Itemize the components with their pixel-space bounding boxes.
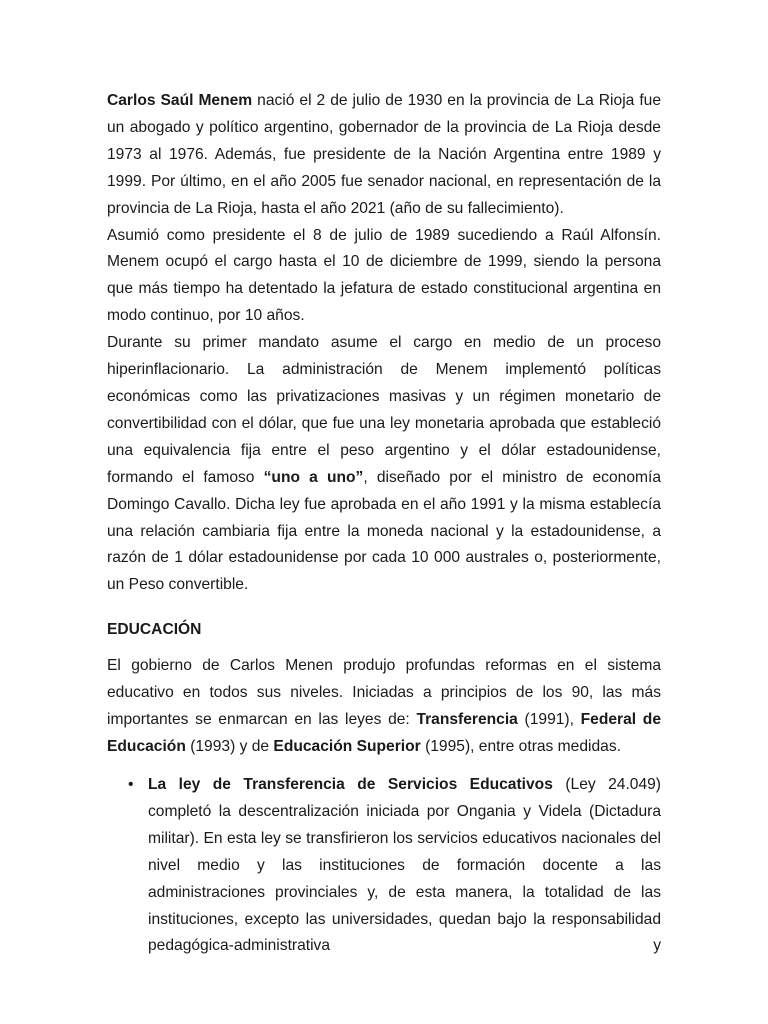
education-section	[107, 653, 661, 761]
bullet-item-transferencia	[148, 772, 661, 960]
bullet-text: La ley de Transferencia de Servicios Educativos (Ley 24.049) completó la descentralización iniciada por Ongania y Videla (Dictadura militar). En esta ley se transfirieron los servicios educativos nacionales del nivel medio y las instituciones de formación docente a las administraciones provinciales y, de esta manera, la totalidad de las instituciones, excepto las universidades, quedan bajo la responsabilidad pedagógica-administrativa y	[148, 776, 661, 955]
subject-name: Carlos Saúl Menem	[107, 92, 253, 109]
bullet-law-title: La ley de Transferencia de Servicios Educativos	[148, 776, 553, 793]
intro-paragraph-1: Carlos Saúl Menem nació el 2 de julio de 1930 en la provincia de La Rioja fue un abogado y político argentino, gobernador de la provincia de La Rioja desde 1973 al 1976. Además, fue presidente de la Nación Argentina entre 1989 y 1999. Por último, en el año 2005 fue senador nacional, en representación de la provincia de La Rioja, hasta el año 2021 (año de su fallecimiento).	[107, 92, 661, 217]
intro-paragraph-3: Durante su primer mandato asume el cargo en medio de un proceso hiperinflacionario. La administración de Menem implementó políticas económicas como las privatizaciones masivas y un régimen monetario de convertibilidad con el dólar, que fue una ley monetaria aprobada que estableció una equivalencia fija entre el peso argentino y el dólar estadounidense, formando el famoso “uno a uno”, diseñado por el ministro de economía Domingo Cavallo. Dicha ley fue aprobada en el año 1991 y la misma establecía una relación cambiaria fija entre la moneda nacional y la estadounidense, a razón de 1 dólar estadounidense por cada 10 000 australes o, posteriormente, un Peso convertible.	[107, 334, 661, 594]
law-federal-educacion: Federal de Educación	[107, 710, 661, 755]
education-paragraph: El gobierno de Carlos Menen produjo profundas reformas en el sistema educativo en todos sus niveles. Iniciadas a principios de los 90, las más importantes se enmarcan en las leyes de: Transferencia (1991), Federal de Educación (1993) y de Educación Superior (1995), entre otras medidas.	[107, 657, 661, 755]
law-educacion-superior: Educación Superior	[273, 737, 421, 755]
section-heading-education: EDUCACIÓN	[107, 621, 202, 638]
law-transferencia: Transferencia	[416, 710, 518, 728]
intro-paragraph-2: Asumió como presidente el 8 de julio de 1989 sucediendo a Raúl Alfonsín. Menem ocupó el cargo hasta el 10 de diciembre de 1999, siendo la persona que más tiempo ha detentado la jefatura de estado constitucional argentina en modo continuo, por 10 años.	[107, 226, 661, 325]
bullet-icon: •	[128, 776, 134, 793]
uno-a-uno-term: “uno a uno”	[263, 468, 364, 486]
intro-section	[107, 88, 661, 599]
